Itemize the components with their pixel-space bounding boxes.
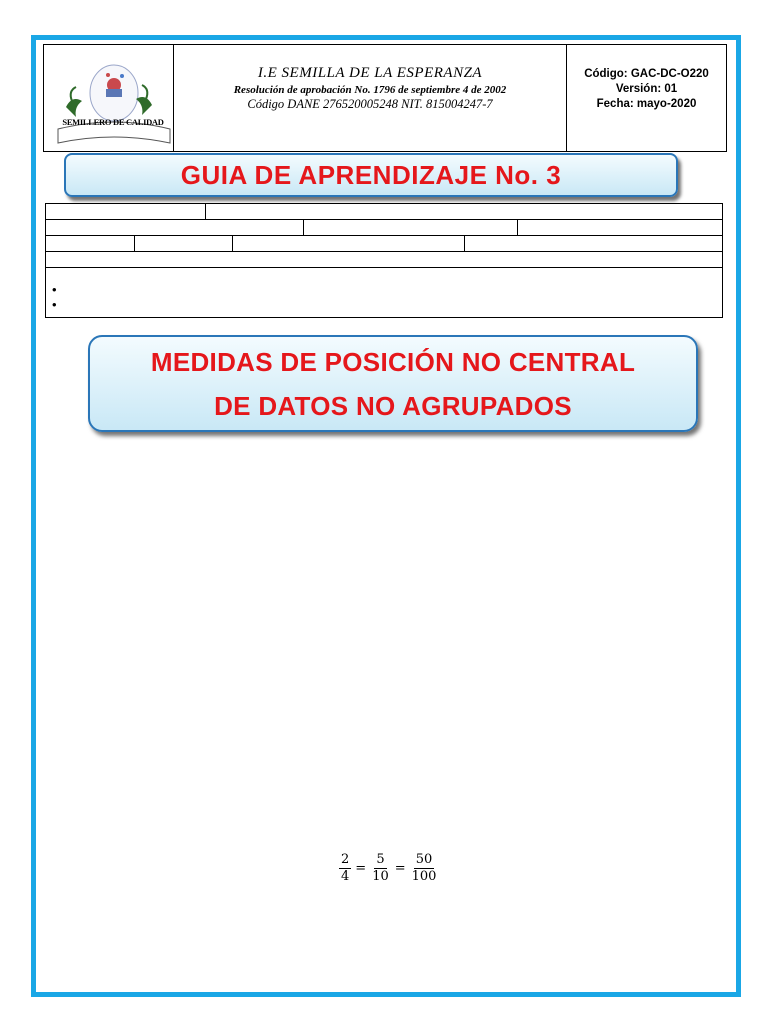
numerator: 5 xyxy=(376,852,385,867)
guide-title-banner xyxy=(64,153,678,197)
topic-banner xyxy=(88,335,698,432)
numerator: 2 xyxy=(341,852,350,867)
list-item: • xyxy=(52,297,57,312)
fraction xyxy=(370,852,391,885)
info-row xyxy=(45,219,723,235)
info-cell xyxy=(465,236,722,251)
info-cell xyxy=(135,236,233,251)
document-header xyxy=(43,44,727,152)
info-row xyxy=(45,251,723,267)
guide-title: GUIA DE APRENDIZAJE No. 3 xyxy=(180,159,562,190)
school-name: I.E SEMILLA DE LA ESPERANZA xyxy=(257,65,483,81)
info-cell xyxy=(46,220,304,235)
dane-nit-text: Código DANE 276520005248 NIT. 815004247-7 xyxy=(247,97,493,111)
list-item: • xyxy=(52,282,57,297)
info-row xyxy=(45,203,723,219)
objectives-list xyxy=(45,267,723,318)
fraction-equation xyxy=(337,852,440,885)
equals-sign: = xyxy=(394,861,406,876)
numerator: 50 xyxy=(415,852,433,867)
document-version: Versión: 01 xyxy=(615,83,678,95)
school-info-cell xyxy=(174,45,567,151)
fraction xyxy=(339,852,351,885)
info-cell xyxy=(46,236,135,251)
info-cell xyxy=(518,220,722,235)
equals-sign: = xyxy=(355,861,367,876)
info-row xyxy=(45,235,723,251)
fraction xyxy=(410,852,439,885)
logo-cell xyxy=(44,45,174,151)
topic-line-1: MEDIDAS DE POSICIÓN NO CENTRAL xyxy=(150,346,636,377)
student-info-grid xyxy=(45,203,723,318)
logo-banner-text: SEMILLERO DE CALIDAD xyxy=(62,117,164,127)
info-cell xyxy=(206,204,722,219)
info-cell xyxy=(304,220,518,235)
denominator: 10 xyxy=(372,869,389,884)
denominator: 100 xyxy=(411,869,437,884)
resolution-text: Resolución de aprobación No. 1796 de septiembre 4 de 2002 xyxy=(233,84,507,96)
info-cell xyxy=(46,204,206,219)
document-code: Código: GAC-DC-O220 xyxy=(584,68,709,80)
document-date: Fecha: mayo-2020 xyxy=(596,98,697,110)
denominator: 4 xyxy=(341,869,350,884)
topic-line-2: DE DATOS NO AGRUPADOS xyxy=(214,390,572,421)
info-cell xyxy=(46,252,722,267)
document-meta-cell xyxy=(567,45,726,151)
info-cell xyxy=(233,236,465,251)
school-logo xyxy=(44,45,172,151)
